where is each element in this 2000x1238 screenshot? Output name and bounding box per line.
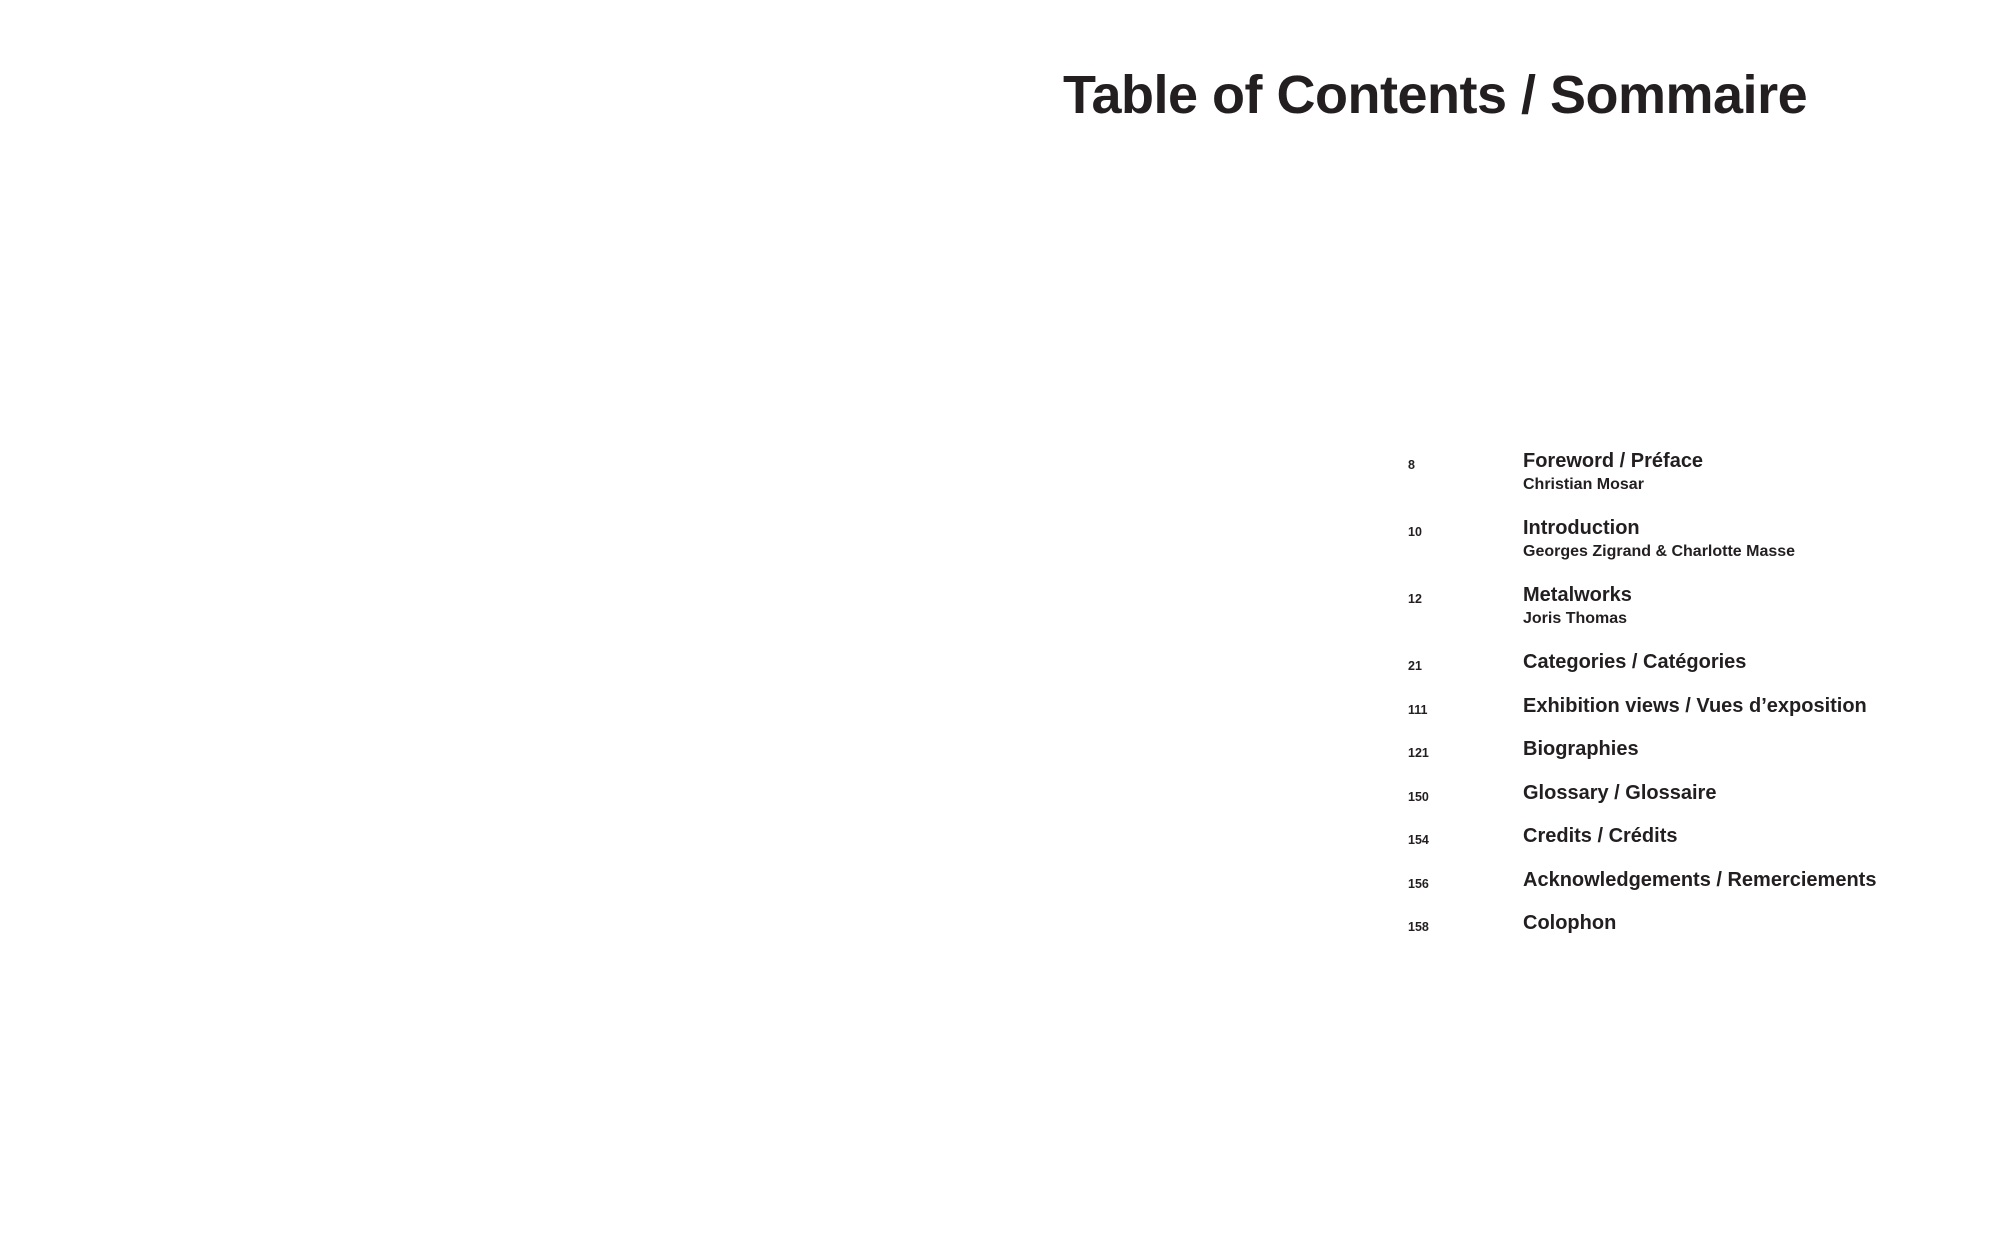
toc-entry-text (1523, 448, 1703, 496)
toc-entry-introduction (1408, 515, 1988, 582)
toc-entry-author: Christian Mosar (1523, 476, 1644, 493)
toc-page-number: 10 (1408, 525, 1422, 539)
toc-entry-text (1523, 515, 1795, 563)
toc-page-number: 154 (1408, 833, 1429, 847)
table-of-contents (1408, 448, 1988, 954)
toc-entry-title: Metalworks (1523, 584, 1632, 606)
toc-entry-metalworks (1408, 582, 1988, 649)
toc-entry-categories (1408, 649, 1988, 693)
toc-page-number: 158 (1408, 920, 1429, 934)
toc-entry-author: Joris Thomas (1523, 610, 1628, 627)
toc-page-number: 150 (1408, 789, 1429, 804)
toc-page-number: 21 (1408, 659, 1422, 673)
toc-entry-title: Introduction (1523, 517, 1640, 539)
toc-page-number: 8 (1408, 458, 1415, 472)
toc-page-number: 12 (1408, 592, 1422, 606)
toc-entry-title: Categories / Catégories (1523, 651, 1747, 673)
toc-entry-title: Biographies (1523, 738, 1639, 760)
toc-entry-text (1523, 649, 1746, 675)
toc-entry-title: Acknowledgements / Remerciements (1523, 868, 1877, 891)
toc-entry-text (1523, 736, 1639, 762)
toc-entry-text (1523, 867, 1876, 893)
toc-entry-title: Credits / Crédits (1523, 825, 1678, 847)
toc-entry-biographies (1408, 736, 1988, 780)
toc-entry-text (1523, 693, 1867, 719)
page-title: Table of Contents / Sommaire (1063, 65, 1808, 125)
toc-entry-text (1523, 780, 1716, 806)
toc-entry-acknowledgements (1408, 867, 1988, 911)
toc-entry-title: Foreword / Préface (1523, 450, 1704, 472)
toc-entry-title: Glossary / Glossaire (1523, 781, 1717, 804)
toc-entry-text (1523, 823, 1677, 849)
toc-entry-foreword (1408, 448, 1988, 515)
toc-entry-title: Colophon (1523, 912, 1617, 934)
toc-entry-glossary (1408, 780, 1988, 824)
toc-entry-exhibition-views (1408, 693, 1988, 737)
toc-page-number: 156 (1408, 876, 1429, 891)
toc-entry-author: Georges Zigrand & Charlotte Masse (1523, 543, 1796, 560)
toc-page-number: 111 (1408, 702, 1428, 717)
toc-entry-text (1523, 910, 1616, 936)
toc-entry-colophon (1408, 910, 1988, 954)
toc-entry-title: Exhibition views / Vues d’exposition (1523, 694, 1867, 717)
toc-page-number: 121 (1408, 746, 1429, 760)
toc-entry-credits (1408, 823, 1988, 867)
toc-entry-text (1523, 582, 1632, 630)
